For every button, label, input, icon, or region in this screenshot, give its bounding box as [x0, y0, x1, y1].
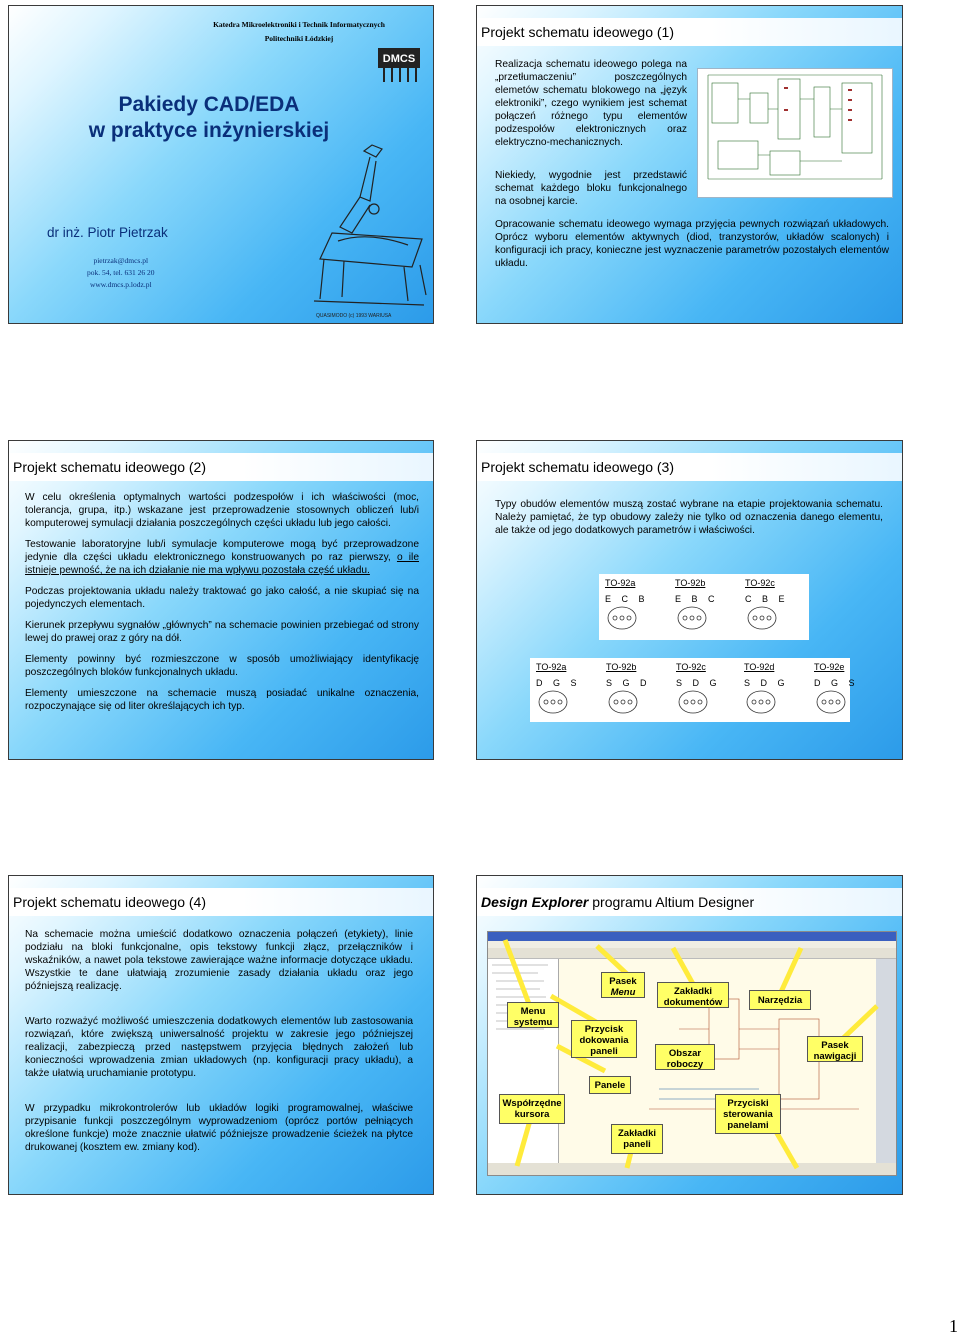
package-pins: D G S [814, 678, 859, 688]
package-pins: S D G [744, 678, 789, 688]
slide-title: Projekt schematu ideowego (2) [13, 459, 206, 475]
slide-schematic-2 [8, 440, 434, 760]
callout-narzedzia: Narzędzia [749, 990, 811, 1010]
package-item [814, 662, 878, 714]
paragraph-2: Warto rozważyć możliwość umieszczenia dodatkowych elementów lub zastosowania rozwiązań, które zwiększą uniwersalność projektu w zakresie jego późniejszej realizacji, zabezpieczą przed następstwem przyjęcia błędnych założeń lub konieczności wprowadzenia zmian układowych (np. konfiguracji pracy układu), a także ułatwią uruchamianie prototypu. [25, 1016, 413, 1079]
title-bar [9, 888, 433, 916]
to92-outline-icon [744, 690, 778, 714]
title-italic: Design Explorer [481, 894, 589, 910]
to92-outline-icon [676, 690, 710, 714]
callout-pasek-menu-line1: Pasek [609, 976, 637, 987]
to92-outline-icon [536, 690, 570, 714]
slide-title: Projekt schematu ideowego (4) [13, 894, 206, 910]
to92-outline-icon [745, 606, 779, 630]
package-item [676, 662, 740, 714]
paragraph-6: Elementy umieszczone na schemacie muszą posiadać unikalne oznaczenia, rozpoczynające się od liter określających ich typ. [25, 688, 419, 712]
paragraph-1: W celu określenia optymalnych wartości podzespołów i ich właściwości (moc, tolerancja, grupa, itp.) wskazane jest przeprowadzenie stosownych obliczeń lub/i komputerowej symulacji działania poszczególnych części układu lub jego całości. [25, 492, 419, 529]
robot-drawing [304, 141, 434, 321]
package-name: TO-92d [744, 662, 775, 672]
slide-title: Projekt schematu ideowego (3) [481, 459, 674, 475]
slide-schematic-4 [8, 875, 434, 1195]
website: www.dmcs.p.lodz.pl [89, 280, 152, 289]
package-item [606, 662, 670, 714]
package-pins: E C B [605, 594, 649, 604]
package-pins: E B C [675, 594, 719, 604]
paragraph-2: Niekiedy, wygodnie jest przedstawić schemat każdego bloku funkcjonalnego na osobnej karcie. [495, 170, 687, 207]
callout-zakladki-dokumentow: Zakładki dokumentów [657, 982, 729, 1008]
callout-panele: Panele [589, 1076, 631, 1094]
paragraph-4: Kierunek przepływu sygnałów „głównych” na schemacie powinien przebiegać od strony lewej do prawej oraz z góry na dół. [25, 620, 419, 644]
schematic-drawing [698, 69, 892, 197]
callout-pasek-menu [601, 972, 645, 998]
paragraph-3: Opracowanie schematu ideowego wymaga przyjęcia pewnych rozwiązań układowych. Oprócz wyboru elementów aktywnych (diod, tranzystorów, układów scalonych) i konfiguracji ich pracy, konieczne jest wyznaczenie parametrów pozostałych elementów układu. [495, 219, 889, 269]
svg-text:QUASIMODO (c) 1993 WARIUSA: QUASIMODO (c) 1993 WARIUSA [316, 313, 392, 319]
package-item [675, 578, 739, 630]
paragraph-1: Realizacja schematu ideowego polega na „przetłumaczeniu” poszczególnych elemetów schematu blokowego na „język elektroniki”, czego wynikiem jest schemat połączeń różnego typu elementów podzespołów elektronicznych oraz elektryczno-mechanicznych. [495, 59, 687, 148]
dmcs-logo [374, 42, 424, 90]
department-line1: Katedra Mikroelektroniki i Technik Informatycznych [213, 20, 385, 29]
package-item [744, 662, 808, 714]
package-name: TO-92c [676, 662, 706, 672]
callout-obszar-roboczy: Obszar roboczy [655, 1044, 715, 1070]
package-pins: S G D [606, 678, 651, 688]
callout-wspolrzedne-kursora: Współrzędne kursora [499, 1094, 565, 1124]
paragraph-3: Podczas projektowania układu należy traktować go jako całość, a nie skupiać się na pojedynczych elementach. [25, 586, 419, 610]
callout-przycisk-dokowania: Przycisk dokowania paneli [571, 1020, 637, 1058]
callout-zakladki-paneli: Zakładki paneli [611, 1124, 663, 1154]
package-pins: S D G [676, 678, 721, 688]
to92-outline-icon [814, 690, 848, 714]
to92-outline-icon [605, 606, 639, 630]
package-item [605, 578, 669, 630]
paragraph-1: Typy obudów elementów muszą zostać wybrane na etapie projektowania schematu. Należy pamiętać, że typ obudowy zależy nie tylko od oznaczenia danego elementu, ale także od jego dodatkowych parametrów i właściwości. [495, 499, 883, 536]
package-name: TO-92a [536, 662, 567, 672]
title-bar [9, 453, 433, 481]
package-name: TO-92a [605, 578, 636, 588]
package-name: TO-92b [675, 578, 706, 588]
title-bar [477, 453, 902, 481]
title-rest: programu Altium Designer [588, 894, 755, 910]
presentation-title [49, 92, 369, 144]
slide-title [8, 5, 434, 324]
body [25, 491, 419, 721]
to92-outline-icon [675, 606, 709, 630]
slide-title: Projekt schematu ideowego (1) [481, 24, 674, 40]
body [25, 928, 413, 1162]
paragraph-2b: o ile istnieje pewność, że na ich działanie nie ma wpływu pozostała część układu. [25, 552, 419, 576]
slide-design-explorer [476, 875, 903, 1195]
package-panel-fet [530, 658, 859, 722]
callout-przyciski-sterowania: Przyciski sterowania panelami [715, 1094, 781, 1134]
package-item [536, 662, 600, 714]
paragraph-2 [25, 538, 419, 577]
paragraph-1: Na schemacie można umieścić dodatkowo oznaczenia połączeń (etykiety), linie podziału na bloki funkcjonalne, opis tekstowy funkcji złącz, przełączników i wskaźników, a nawet pola tekstowe zawierające ważne informacje dotyczące układu. Wszystkie te dane ułatwiają zrozumienie zasady działania układu oraz jego późniejszą realizację. [25, 929, 413, 992]
paragraph-3: W przypadku mikrokontrolerów lub układów logiki programowalnej, właściwe przypisanie funkcji poszczególnym wyprowadzeniom (oprócz portów pełniących określone funkcje) może znacznie ułatwić późniejsze prowadzenie ścieżek na płytce drukowanej (kosztem ew. zmiany kod). [25, 1103, 413, 1153]
slide-schematic-1 [476, 5, 903, 324]
title-line2: w praktyce inżynierskiej [88, 119, 330, 142]
callout-menu-systemu: Menu systemu [507, 1002, 559, 1028]
paragraph-5: Elementy powinny być rozmieszczone w sposób umożliwiający identyfikację poszczególnych bloków funkcjonalnych układu. [25, 654, 419, 678]
package-pins: C B E [745, 594, 789, 604]
page-number: 1 [949, 1316, 958, 1336]
author: dr inż. Piotr Pietrzak [47, 225, 168, 240]
package-name: TO-92c [745, 578, 775, 588]
schematic-thumbnail [697, 68, 893, 198]
paragraph-2a: Testowanie laboratoryjne lub/i symulacje komputerowe mogą być przeprowadzone jedynie dla części układu elektronicznego konstruowanych po raz pierwszy, [25, 539, 419, 563]
department-line2: Politechniki Łódzkiej [264, 34, 334, 43]
email: pietrzak@dmcs.pl [93, 256, 149, 265]
callout-pasek-nawigacji: Pasek nawigacji [807, 1036, 863, 1062]
callout-pasek-menu-line2: Menu [610, 987, 636, 998]
room-phone: pok. 54, tel. 631 26 20 [87, 268, 155, 277]
to92-outline-icon [606, 690, 640, 714]
package-panel-bjt [599, 574, 809, 640]
package-name: TO-92e [814, 662, 845, 672]
svg-text:DMCS: DMCS [382, 53, 416, 65]
package-name: TO-92b [606, 662, 637, 672]
package-pins: D G S [536, 678, 581, 688]
slide-schematic-3 [476, 440, 903, 760]
contact-info [87, 255, 155, 291]
title-line1: Pakiedy CAD/EDA [118, 93, 300, 116]
package-item [745, 578, 809, 630]
title-bar [477, 18, 902, 46]
